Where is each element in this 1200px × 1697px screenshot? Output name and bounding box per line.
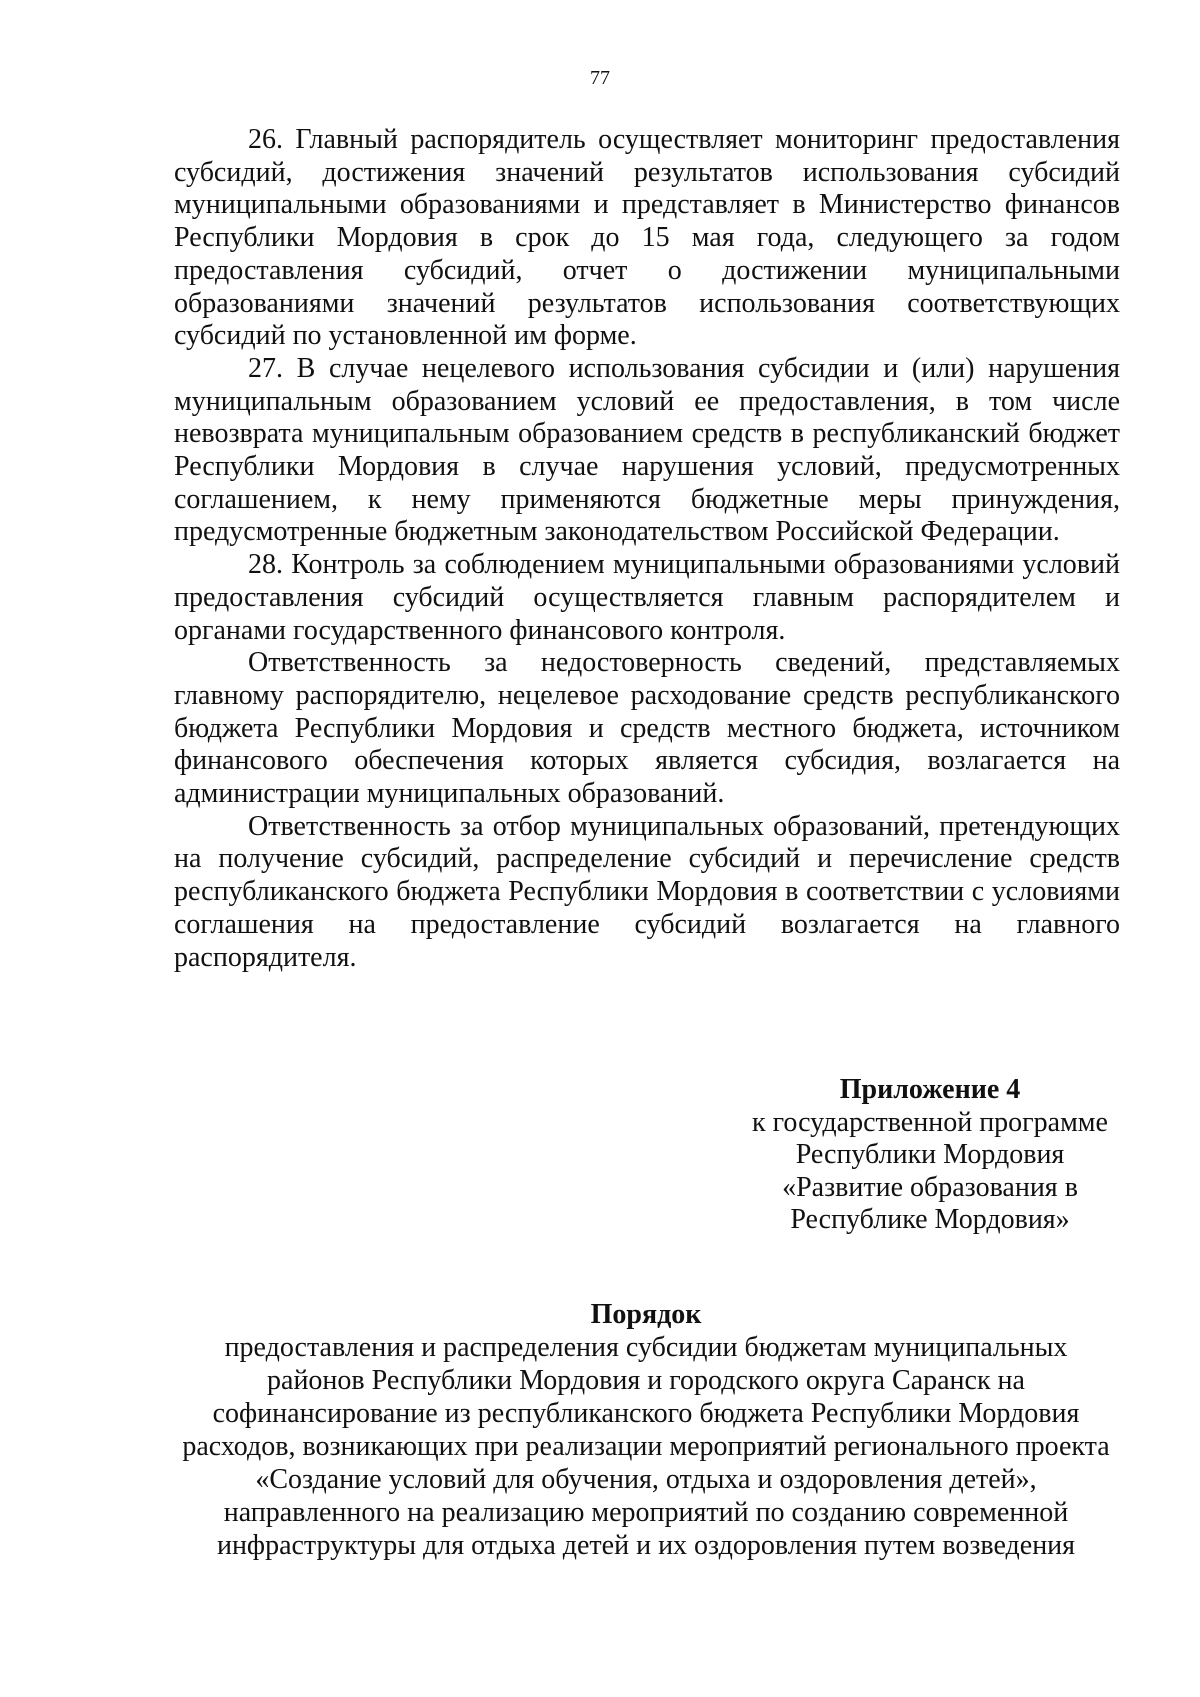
order-subtitle-line: направленного на реализацию мероприятий по созданию современной	[223, 1497, 1069, 1528]
paragraph-28: 28. Контроль за соблюдением муниципальными образованиями условий предоставления субсидий осуществляется главным распорядителем и органами государственного финансового контроля.	[174, 549, 1120, 646]
appendix-title: Приложение 4	[839, 1074, 1021, 1105]
appendix-line: Республики Мордовия	[795, 1139, 1065, 1170]
appendix-header	[730, 1074, 1130, 1237]
body-text	[174, 124, 1120, 974]
order-heading	[150, 1298, 1142, 1562]
order-subtitle-line: районов Республики Мордовия и городского округа Саранск на	[267, 1365, 1025, 1396]
paragraph-26: 26. Главный распорядитель осуществляет мониторинг предоставления субсидий, достижения значений результатов использования субсидий муниципальными образованиями и представляет в Министерство финансов Республики Мордовия в срок до 15 мая года, следующего за годом предоставления субсидий, отчет о достижении муниципальными образованиями значений результатов использования соответствующих субсидий по установленной им форме.	[174, 124, 1120, 352]
paragraph-responsibility-selection: Ответственность за отбор муниципальных образований, претендующих на получение субсидий, распределение субсидий и перечисление средств республиканского бюджета Республики Мордовия в соответствии с условиями соглашения на предоставление субсидий возлагается на главного распорядителя.	[174, 810, 1120, 973]
order-subtitle-line: инфраструктуры для отдыха детей и их оздоровления путем возведения	[216, 1530, 1076, 1561]
paragraph-27: 27. В случае нецелевого использования субсидии и (или) нарушения муниципальным образованием условий ее предоставления, в том числе невозврата муниципальным образованием средств в республиканский бюджет Республики Мордовия в случае нарушения условий, предусмотренных соглашением, к нему применяются бюджетные меры принуждения, предусмотренные бюджетным законодательством Российской Федерации.	[174, 352, 1120, 548]
appendix-line: к государственной программе	[752, 1106, 1108, 1138]
appendix-line: «Развитие образования в	[782, 1171, 1078, 1203]
order-subtitle-line: софинансирование из республиканского бюджета Республики Мордовия	[212, 1398, 1080, 1429]
appendix-line: Республике Мордовия»	[790, 1204, 1070, 1235]
order-title: Порядок	[590, 1299, 702, 1330]
order-subtitle-line: расходов, возникающих при реализации мероприятий регионального проекта	[182, 1431, 1110, 1462]
page-number: 77	[590, 67, 610, 89]
paragraph-responsibility-reliability: Ответственность за недостоверность сведений, представляемых главному распорядителю, нецелевое расходование средств республиканского бюджета Республики Мордовия и средств местного бюджета, источником финансового обеспечения которых является субсидия, возлагается на администрации муниципальных образований.	[174, 647, 1120, 810]
order-subtitle-line: предоставления и распределения субсидии бюджетам муниципальных	[224, 1332, 1068, 1363]
order-subtitle-line: «Создание условий для обучения, отдыха и оздоровления детей»,	[255, 1464, 1037, 1495]
